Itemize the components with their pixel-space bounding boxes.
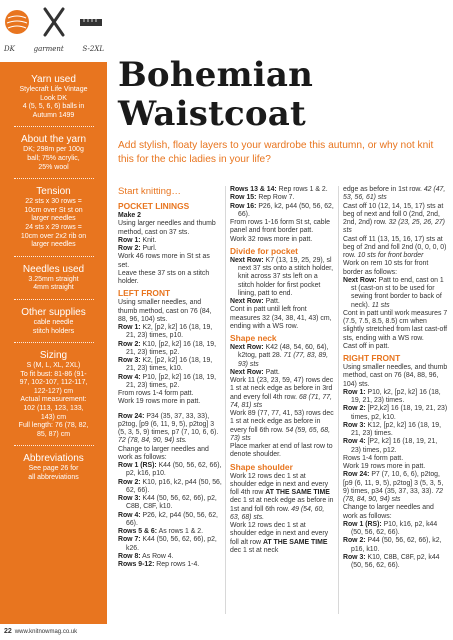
shape-neck-heading: Shape neck <box>230 333 277 343</box>
shoulder-text: dec 1 st at neck <box>230 546 279 554</box>
form-patt: From rows 1-16 form St st, cable panel and front border patt. <box>230 219 330 235</box>
pattern-row <box>118 374 222 391</box>
page-footer <box>4 628 77 635</box>
yarn-used-line: 4 (5, 5, 6, 6) balls in <box>22 103 85 111</box>
supplies-line: cable needle <box>33 318 74 326</box>
continued-text: edge as before in 1st row. <box>343 186 422 193</box>
pattern-row <box>118 245 222 253</box>
pattern-row <box>230 344 334 369</box>
border-text: Work on rem 10 sts for front border as follows: <box>343 260 429 276</box>
same-time: AT THE SAME TIME <box>262 538 328 546</box>
change-needles: Change to larger needles and work as follows: <box>343 504 434 520</box>
footer-url[interactable]: www.knitnowmag.co.uk <box>14 629 78 635</box>
sidebar-divider <box>14 178 94 179</box>
row-label: Rows 9-12: <box>118 561 155 568</box>
row-label: Next Row: <box>230 368 264 376</box>
sizing-line: 143) cm <box>40 413 67 421</box>
row-label: Next Row: <box>343 276 377 284</box>
logo-label-weight: DK <box>4 45 15 53</box>
row-label: Rows 13 & 14: <box>230 186 277 193</box>
row-label: Row 1: <box>343 388 366 396</box>
stitch-count: 49 (54, 60, 63, 68) sts. <box>230 505 325 521</box>
pattern-column-2 <box>230 186 334 555</box>
pattern-row <box>118 357 222 374</box>
work-rows: Work 32 rows more in patt. <box>230 235 313 243</box>
row-text: P10, k16, p2, k44 (50, 56, 62, 66). <box>351 520 438 536</box>
tension-heading: Tension <box>36 186 71 198</box>
pattern-column-3 <box>343 186 449 570</box>
row-label: Next Row: <box>230 256 264 264</box>
row-text: Patt. <box>263 368 280 376</box>
work-rows: Work 11 (23, 23, 59, 47) rows dec 1 st at neck edge as before in 3rd and every foll 4th row. <box>230 377 334 401</box>
yarn-used-heading: Yarn used <box>31 74 76 85</box>
pocket-linings-heading: POCKET LININGS <box>118 201 190 211</box>
row-text: Knit. <box>140 236 157 244</box>
sizing-section <box>0 350 107 439</box>
column-divider <box>225 186 226 614</box>
pattern-row <box>230 186 334 194</box>
yarn-used-line: Look DK <box>40 94 67 102</box>
shoulder-text: dec 1 st at neck edge as before in 1st and foll 6th row. <box>230 497 334 513</box>
row-text: P26, k2, p44 (50, 56, 62, 66). <box>126 511 218 527</box>
cast-off-text: Cast off 10 (12, 14, 15, 17) sts at beg of next and foll 0 (2nd, 2nd, 2nd, 2nd) row. <box>343 202 444 226</box>
sizing-line: 85, 87) cm <box>36 430 71 438</box>
row-text: Patt. <box>263 298 280 305</box>
row-text: K2, [p2, k2] 16 (18, 19, 21, 23) times, p10. <box>126 324 213 340</box>
tension-section <box>0 186 107 250</box>
pattern-row <box>118 341 222 358</box>
right-front-heading: RIGHT FRONT <box>343 353 401 363</box>
stitch-count: 11 sts <box>371 301 390 309</box>
left-front-heading: LEFT FRONT <box>118 288 171 299</box>
pattern-row <box>343 422 449 439</box>
row-text: P34 (35, 37, 33, 33), p2tog, [p9 (6, 11, 9, 5), p2tog] 3 (5, 3, 5, 9) times, p7 (7, 10, 6, 6). <box>118 412 219 436</box>
tension-line: 24 sts x 29 rows = <box>25 223 82 231</box>
yarn-used-line: Autumn 1499 <box>32 111 75 119</box>
tension-line: 10cm over 2x2 rib on <box>20 232 87 240</box>
abbreviations-heading: Abbreviations <box>23 453 84 465</box>
row-label: Row 2: <box>118 340 141 348</box>
row-label: Row 1: <box>118 236 141 244</box>
row-label: Row 3: <box>118 495 141 502</box>
tension-line: larger needles <box>31 241 76 249</box>
make-count: Make 2 <box>118 212 141 219</box>
row-label: Row 3: <box>343 421 366 429</box>
cont-patt: Cont in patt until left front measures 32 (34, 38, 41, 43) cm, ending with a WS row. <box>230 306 332 330</box>
sizing-line: To fit bust: 81-86 (91- <box>20 370 87 378</box>
sizing-line: 97, 102-107, 112-117, <box>19 379 88 387</box>
needles-line: 3.25mm straight <box>28 275 79 283</box>
stitch-count: 42 (47, 53, 56, 61) sts <box>343 186 446 202</box>
row-label: Row 4: <box>118 511 141 519</box>
title-line-1: Bohemian <box>118 55 314 95</box>
work-rows: Work 19 rows more in patt. <box>343 463 426 470</box>
pattern-column-1 <box>118 186 222 569</box>
abbreviations-line: all abbreviations <box>28 474 79 482</box>
sidebar-divider <box>14 256 94 257</box>
pattern-row <box>343 405 449 422</box>
sizing-line: 102 (113, 123, 133, <box>23 405 84 413</box>
needles-line: 4mm straight <box>33 284 74 292</box>
row-label: Row 4: <box>118 373 141 381</box>
row-label: Row 1 (RS): <box>343 520 382 528</box>
column-divider <box>338 186 339 614</box>
cast-off-all: Cast off in patt. <box>343 342 390 350</box>
cast-off-text: Cast off 11 (13, 15, 16, 17) sts at beg of 2nd and foll 2nd (0, 0, 0, 0) row. <box>343 235 447 259</box>
sidebar-divider <box>14 445 94 446</box>
about-yarn-line: ball; 75% acrylic, <box>27 154 80 162</box>
pattern-row <box>230 203 334 220</box>
page-title <box>118 56 448 134</box>
start-knitting-heading: Start knitting… <box>118 186 181 197</box>
row-text: Patt to end, cast on 1 st (cast-on st to be used for sewing front border to back of neck). <box>351 276 444 309</box>
sizing-line: 122-127) cm <box>33 387 74 395</box>
abbreviations-section <box>0 453 107 482</box>
row-text: K44 (50, 56, 62, 66), p2, k26. <box>126 536 217 552</box>
pattern-row <box>343 471 449 504</box>
row-label: Row 24: <box>118 412 145 420</box>
place-marker: Place marker at end of last row to denote shoulder. <box>230 443 333 459</box>
stitch-count: 32 (23, 25, 26, 27) sts <box>343 219 445 235</box>
row-label: Row 7: <box>118 536 141 544</box>
needles-section <box>0 264 107 293</box>
row-label: Row 2: <box>118 245 141 252</box>
pocket-end: Work 46 rows more in St st as set. <box>118 253 210 269</box>
divide-pocket-heading: Divide for pocket <box>230 245 298 256</box>
title-line-2: Waistcoat <box>118 94 306 134</box>
right-front-intro: Using smaller needles, and thumb method, cast on 76 (84, 88, 96, 104) sts. <box>343 364 448 388</box>
pattern-row <box>118 479 222 496</box>
row-text: K44 (50, 56, 62, 66), p2, k16, p10. <box>126 462 222 478</box>
row-label: Row 1 (RS): <box>118 462 157 469</box>
row-label: Next Row: <box>230 298 264 305</box>
intro-text: Add stylish, floaty layers to your wardrobe this autumn, or why not knit this for the chic ladies in your life? <box>118 140 434 165</box>
row-text: K2, [p2, k2] 16 (18, 19, 21, 23) times, k10. <box>126 357 213 373</box>
pattern-row <box>118 553 222 561</box>
pattern-row <box>118 462 222 479</box>
row-label: Row 3: <box>118 357 141 364</box>
pattern-logo <box>0 0 107 62</box>
row-text: K12, [p2, k2] 16 (18, 19, 21, 23) times. <box>351 421 442 437</box>
tension-line: 22 sts x 30 rows = <box>25 198 82 206</box>
shoulder-text: Work 12 rows dec 1 st at shoulder edge in next and every foll 4th row <box>230 472 329 496</box>
change-needles: Change to larger needles and work as follows: <box>118 445 209 461</box>
supplies-line: stitch holders <box>32 327 75 335</box>
row-label: Row 8: <box>118 552 141 560</box>
pocket-leave: Leave these 37 sts on a stitch holder. <box>118 269 210 285</box>
pattern-row <box>230 369 334 377</box>
row-text: K42 (48, 54, 60, 64), k2tog, patt 28. <box>238 344 329 360</box>
stitch-count: 54 (59, 65, 68, 73) sts <box>230 426 330 442</box>
page-number: 22 <box>4 628 12 635</box>
tension-line: larger needles <box>31 215 76 223</box>
sidebar-divider <box>14 299 94 300</box>
row-text: Rep rows 1 & 2. <box>276 186 328 193</box>
stitch-count: 68 (71, 77, 74, 81) sts <box>230 393 332 409</box>
needles-heading: Needles used <box>22 263 85 275</box>
row-text: K10, [p2, k2] 16 (18, 19, 21, 23) times, p2. <box>126 340 217 356</box>
row-label: Row 2: <box>343 537 366 545</box>
form-patt: From rows 1-4 form patt. <box>118 390 194 397</box>
pattern-row <box>343 438 449 455</box>
supplies-heading: Other supplies <box>21 306 86 318</box>
row-text: K10, C8B, C8F, p2, k44 (50, 56, 62, 66). <box>351 553 440 569</box>
pattern-row <box>343 277 449 310</box>
stitch-count: 72 (78, 84, 90, 94) sts. <box>118 437 187 445</box>
row-text: Rep Row 7. <box>256 194 295 202</box>
logo-label-size: S-2XL <box>82 45 104 53</box>
sizing-line: Actual measurement: <box>20 396 87 404</box>
yarn-needles-icon <box>0 0 107 46</box>
row-label: Row 1: <box>118 324 141 331</box>
row-text: As rows 1 & 2. <box>157 528 204 535</box>
yarn-used-section <box>0 74 107 120</box>
pattern-row <box>118 413 222 446</box>
row-label: Rows 5 & 6: <box>118 528 158 535</box>
pattern-row <box>118 495 222 512</box>
row-text: K10, p16, k2, p44 (50, 56, 62, 66). <box>126 478 222 494</box>
shoulder-text: Work 12 rows dec 1 st at shoulder edge in next and every foll alt row <box>230 522 329 546</box>
about-yarn-section <box>0 134 107 172</box>
stitch-count: 71 (77, 83, 89, 93) sts <box>238 352 329 368</box>
sidebar-divider <box>14 342 94 343</box>
stitch-count: 10 sts for front border <box>357 252 424 259</box>
left-front-intro: Using smaller needles, and thumb method, cast on 76 (84, 88, 96, 104) sts. <box>118 299 212 323</box>
about-yarn-heading: About the yarn <box>20 134 87 146</box>
stitch-count: 72 (78, 84, 90, 94) sts <box>343 487 443 503</box>
row-text: Purl. <box>140 245 157 252</box>
pattern-row <box>343 389 449 406</box>
tension-line: 10cm over St st on <box>24 206 83 214</box>
about-yarn-line: 25% wool <box>38 163 69 171</box>
about-yarn-line: DK; 298m per 100g <box>23 146 84 154</box>
pocket-text: Using larger needles and thumb method, cast on 37 sts. <box>118 220 216 236</box>
abbreviations-line: See page 26 for <box>28 465 79 473</box>
row-text: P44 (50, 56, 62, 66), k2, p16, k10. <box>351 537 442 553</box>
row-label: Row 3: <box>343 553 366 561</box>
pattern-row <box>230 194 334 202</box>
row-text: P26, k2, p44 (50, 56, 62, 66). <box>238 202 334 218</box>
pattern-row <box>230 298 334 306</box>
row-text: P7 (7, 10, 6, 6), p2tog, [p9 (6, 11, 9, 5), p2tog] 3 (5, 3, 5, 9) times, p34 (35, 37, 33, 33). <box>343 471 444 495</box>
row-text: [P2, k2] 16 (18, 19, 21, 23) times, p12. <box>351 438 438 454</box>
row-label: Row 2: <box>118 478 141 486</box>
work-rows: Work 19 rows more in patt. <box>118 398 201 406</box>
pattern-row <box>118 324 222 341</box>
pattern-row <box>343 537 449 554</box>
form-patt: Rows 1-4 form patt. <box>343 454 404 462</box>
pattern-row <box>230 257 334 298</box>
shape-shoulder-heading: Shape shoulder <box>230 461 293 472</box>
row-text: K7 (13, 19, 25, 29), sl next 37 sts onto a stitch holder, knit across 37 sts left on a stitch holder for first pocket lining, patt to end. <box>238 256 333 297</box>
sidebar-divider <box>14 126 94 127</box>
row-text: As Row 4. <box>140 552 174 560</box>
supplies-section <box>0 307 107 336</box>
pattern-row <box>343 554 449 571</box>
sizing-line: S (M, L, XL, 2XL) <box>26 362 81 370</box>
row-label: Row 16: <box>230 202 257 210</box>
row-label: Row 15: <box>230 194 257 202</box>
row-text: P10, k2, [p2, k2] 16 (18, 19, 21, 23) times. <box>351 388 441 404</box>
sizing-heading: Sizing <box>39 350 68 362</box>
row-text: P10, [p2, k2] 16 (18, 19, 21, 23) times, p2. <box>126 373 217 389</box>
row-label: Row 2: <box>343 405 366 413</box>
row-label: Next Row: <box>230 344 264 351</box>
row-label: Row 24: <box>343 471 370 479</box>
work-rows: Work 89 (77, 77, 41, 53) rows dec 1 st at neck edge as before in every foll 6th row. <box>230 410 334 434</box>
pattern-row <box>118 512 222 529</box>
pattern-row <box>118 528 222 536</box>
row-text: Rep rows 1-4. <box>154 561 200 568</box>
same-time: AT THE SAME TIME <box>265 489 330 496</box>
row-text: K44 (50, 56, 62, 66), p2, C8B, C8F, k10. <box>126 495 217 511</box>
row-text: [P2,k2] 16 (18, 19, 21, 23) times, p2, k10. <box>351 405 448 421</box>
cont-patt: Cont in patt until work measures 7 (7.5, 7.5, 8.5, 8.5) cm when slightly stretched from last cast-off sts, ending with a WS row. <box>343 309 448 342</box>
row-label: Row 4: <box>343 438 366 446</box>
pattern-row <box>118 536 222 553</box>
pattern-row <box>118 237 222 245</box>
pattern-row <box>118 561 222 569</box>
sizing-line: Full length: 76 (78, 82, <box>18 422 89 430</box>
info-sidebar <box>0 0 107 640</box>
pattern-row <box>343 521 449 538</box>
yarn-used-line: Stylecraft Life Vintage <box>19 86 88 93</box>
logo-label-type: garment <box>33 45 64 53</box>
